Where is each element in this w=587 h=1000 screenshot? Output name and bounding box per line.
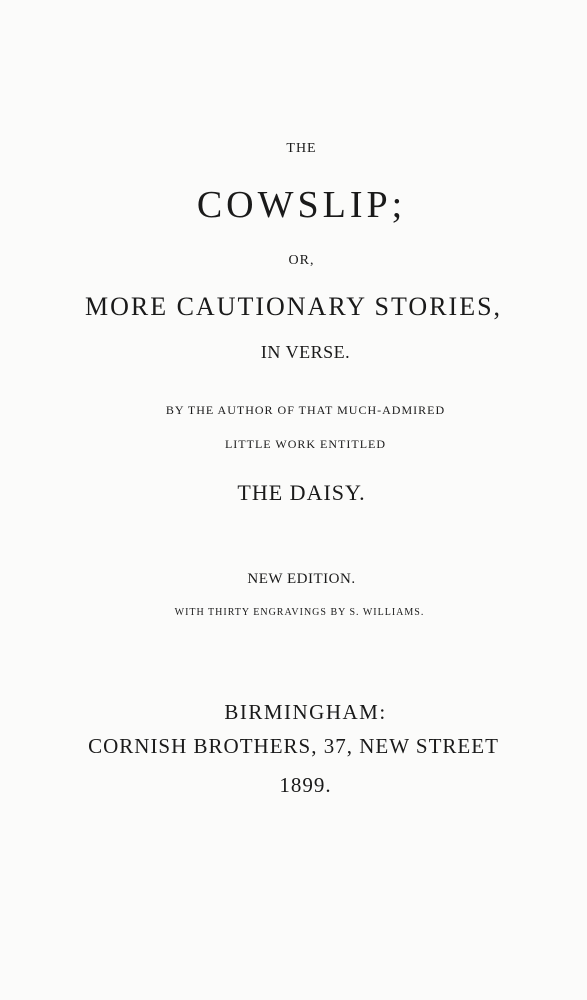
publisher-city: BIRMINGHAM: <box>224 700 387 724</box>
book-form: IN VERSE. <box>260 342 351 362</box>
edition-note: NEW EDITION. <box>247 571 356 587</box>
engravings-credit: WITH THIRTY ENGRAVINGS BY S. WILLIAMS. <box>174 607 425 618</box>
book-title: COWSLIP; <box>196 184 407 226</box>
publication-year: 1899. <box>279 773 332 797</box>
author-attribution-line-2: LITTLE WORK ENTITLED <box>224 437 387 451</box>
previous-work-title: THE DAISY. <box>237 480 366 505</box>
publisher-name: CORNISH BROTHERS, 37, NEW STREET <box>88 734 499 758</box>
title-article: THE <box>286 141 317 156</box>
author-attribution-line-1: BY THE AUTHOR OF THAT MUCH-ADMIRED <box>165 403 446 417</box>
book-subtitle: MORE CAUTIONARY STORIES, <box>84 292 503 321</box>
title-conjunction: OR, <box>288 253 315 268</box>
